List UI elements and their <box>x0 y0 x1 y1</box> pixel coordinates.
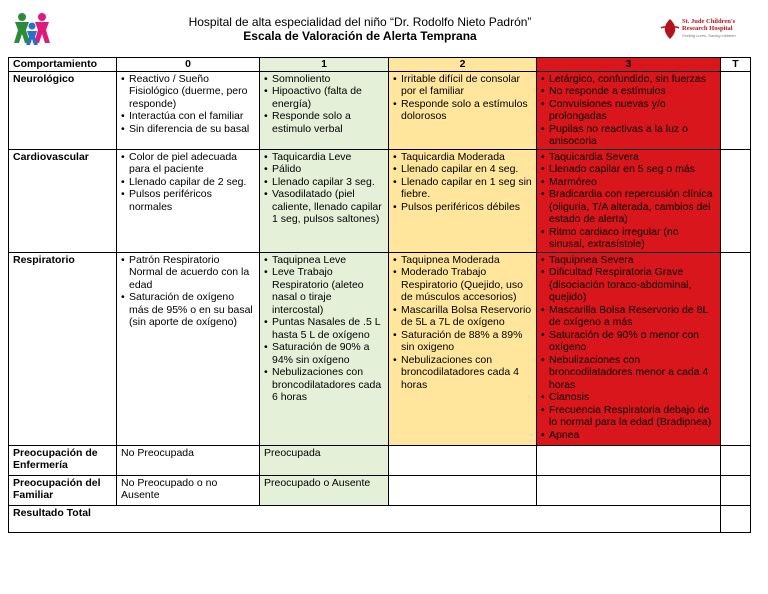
row-preocupacion-familiar <box>9 475 751 505</box>
header-comportamiento: Comportamiento <box>9 58 117 72</box>
score-2-cell <box>389 445 537 475</box>
criterion: • Mascarilla Bolsa Reservorio de 5L a 7L de oxígeno <box>393 304 532 329</box>
criterion: • Saturación de oxígeno más de 95% o en su basal (sin aporte de oxígeno) <box>121 291 255 329</box>
criterion: • Saturación de 88% a 89% sin oxigeno <box>393 329 532 354</box>
total-cell[interactable] <box>721 71 751 149</box>
total-cell[interactable] <box>721 475 751 505</box>
criterion: • Taquipnea Severa <box>541 254 716 267</box>
total-cell[interactable] <box>721 252 751 445</box>
criterion: • Nebulizaciones con broncodilatadores cada 6 horas <box>264 366 384 404</box>
category-label: Cardiovascular <box>9 149 117 252</box>
header-row <box>9 58 751 72</box>
criterion: • Responde solo a estímulos dolorosos <box>393 98 532 123</box>
criterion: • Ritmo cardiaco irregular (no sinusal, extrasístole) <box>541 226 716 251</box>
score-0-cell: No Preocupado o no Ausente <box>117 475 260 505</box>
score-0-cell <box>117 252 260 445</box>
score-1-cell: Preocupada <box>260 445 389 475</box>
criterion: • Saturación de 90% o menor con oxígeno <box>541 329 716 354</box>
criterion: • Color de piel adecuada para el paciente <box>121 151 255 176</box>
score-2-cell <box>389 149 537 252</box>
criterion: • Apnea <box>541 429 716 442</box>
score-0-cell <box>117 149 260 252</box>
criterion: • Llenado capilar en 4 seg. <box>393 163 532 176</box>
criterion: • Taquicardia Leve <box>264 151 384 164</box>
total-cell[interactable] <box>721 149 751 252</box>
score-1-cell <box>260 71 389 149</box>
score-0-cell: No Preocupada <box>117 445 260 475</box>
header-score-0: 0 <box>117 58 260 72</box>
criterion: • Pupilas no reactivas a la luz o anisocoria <box>541 123 716 148</box>
row-respiratorio <box>9 252 751 445</box>
score-3-cell <box>537 252 721 445</box>
hospital-logo <box>12 10 52 46</box>
score-2-cell <box>389 71 537 149</box>
criterion: • Dificultad Respiratoria Grave (disociación toraco-abdominal, quejido) <box>541 266 716 304</box>
score-1-cell <box>260 252 389 445</box>
criterion: • Taquicardia Severa <box>541 151 716 164</box>
category-label: Respiratorio <box>9 252 117 445</box>
header-score-1: 1 <box>260 58 389 72</box>
header-total: T <box>721 58 751 72</box>
criterion: • Irritable difícil de consolar por el familiar <box>393 73 532 98</box>
criterion: • Bradicardia con repercusión clínica (oliguria, T/A alterada, cambios del estado de alerta) <box>541 188 716 226</box>
criterion: • Taquipnea Leve <box>264 254 384 267</box>
criterion: • Moderado Trabajo Respiratorio (Quejido, uso de músculos accesorios) <box>393 266 532 304</box>
partner-name-1: St. Jude Children's <box>682 18 736 25</box>
criterion: • Pulsos periféricos débiles <box>393 201 532 214</box>
criterion: • Letárgico, confundido, sin fuerzas <box>541 73 716 86</box>
criterion: • Llenado capilar de 2 seg. <box>121 176 255 189</box>
criterion: • Interactúa con el familiar <box>121 110 255 123</box>
total-label: Resultado Total <box>9 505 721 532</box>
page-title: Escala de Valoración de Alerta Temprana <box>243 29 477 43</box>
criterion: • Hipoactivo (falta de energía) <box>264 85 384 110</box>
criterion: • Puntas Nasales de .5 L hasta 5 L de oxígeno <box>264 316 384 341</box>
criterion: • Responde solo a estimulo verbal <box>264 110 384 135</box>
total-cell[interactable] <box>721 505 751 532</box>
criterion: • Cianosis <box>541 391 716 404</box>
category-label: Preocupación del Familiar <box>9 475 117 505</box>
alert-scale-table <box>8 57 751 533</box>
score-1-cell <box>260 149 389 252</box>
header-score-3: 3 <box>537 58 721 72</box>
criterion: • Taquipnea Moderada <box>393 254 532 267</box>
criterion: • Llenado capilar en 5 seg o más <box>541 163 716 176</box>
score-0-cell <box>117 71 260 149</box>
category-label: Neurológico <box>9 71 117 149</box>
criterion: • Saturación de 90% a 94% sin oxígeno <box>264 341 384 366</box>
criterion: • Somnoliento <box>264 73 384 86</box>
row-cardiovascular <box>9 149 751 252</box>
total-cell[interactable] <box>721 445 751 475</box>
header-score-2: 2 <box>389 58 537 72</box>
criterion: • Llenado capilar 3 seg. <box>264 176 384 189</box>
criterion: • Llenado capilar en 1 seg sin fiebre. <box>393 176 532 201</box>
criterion: • Convulsiones nuevas y/o prolongadas <box>541 98 716 123</box>
partner-logo <box>660 16 760 42</box>
criterion: • Pálido <box>264 163 384 176</box>
partner-name-2: Research Hospital <box>682 25 733 32</box>
criterion: • Frecuencia Respiratoria debajo de lo normal para la edad (Bradipnea) <box>541 404 716 429</box>
criterion: • Nebulizaciones con broncodilatadores cada 4 horas <box>393 354 532 392</box>
score-3-cell <box>537 475 721 505</box>
criterion: • Marmóreo <box>541 176 716 189</box>
score-3-cell <box>537 71 721 149</box>
partner-tagline: Finding cures. Saving children. <box>682 33 737 38</box>
criterion: • Reactivo / Sueño Fisiológico (duerme, pero responde) <box>121 73 255 111</box>
criterion: • Sin diferencia de su basal <box>121 123 255 136</box>
criterion: • No responde a estímulos <box>541 85 716 98</box>
criterion: • Taquicardia Moderada <box>393 151 532 164</box>
row-preocupacion-enfermeria <box>9 445 751 475</box>
score-1-cell: Preocupado o Ausente <box>260 475 389 505</box>
score-2-cell <box>389 475 537 505</box>
category-label: Preocupación de Enfermería <box>9 445 117 475</box>
row-neurologico <box>9 71 751 149</box>
partner-logo-icon <box>660 18 680 40</box>
criterion: • Patrón Respiratorio Normal de acuerdo con la edad <box>121 254 255 292</box>
criterion: • Vasodilatado (piel caliente, llenado capilar 1 seg, pulsos saltones) <box>264 188 384 226</box>
criterion: • Leve Trabajo Respiratorio (aleteo nasal o tiraje intercostal) <box>264 266 384 316</box>
row-resultado-total <box>9 505 751 532</box>
score-3-cell <box>537 149 721 252</box>
score-3-cell <box>537 445 721 475</box>
criterion: • Mascarilla Bolsa Reservorio de 8L de oxígeno a más <box>541 304 716 329</box>
criterion: • Nebulizaciones con broncodilatadores menor a cada 4 horas <box>541 354 716 392</box>
criterion: • Pulsos periféricos normales <box>121 188 255 213</box>
hospital-name: Hospital de alta especialidad del niño “Dr. Rodolfo Nieto Padrón” <box>188 15 532 29</box>
score-2-cell <box>389 252 537 445</box>
